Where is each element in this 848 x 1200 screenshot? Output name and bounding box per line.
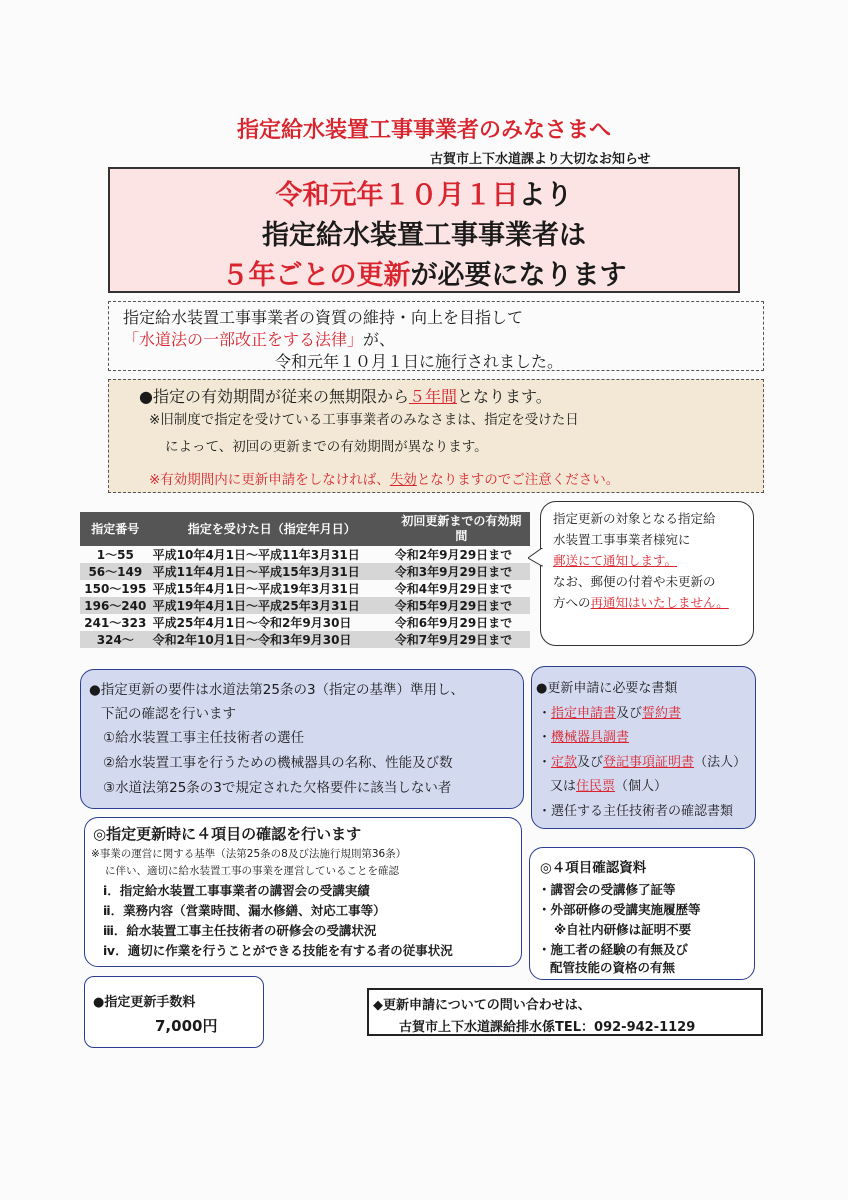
page-title: 指定給水装置工事事業者のみなさまへ (236, 118, 611, 143)
intro-line-2-suffix: が、 (363, 330, 396, 349)
materials-heading: ◎４項目確認資料 (540, 860, 647, 876)
material-item: ・外部研修の受講実施履歴等 (538, 902, 701, 917)
table-row (80, 631, 530, 648)
notice-bubble (540, 501, 754, 646)
cell-valid-until: 令和5年9月29日まで (393, 597, 530, 614)
document-item (538, 800, 733, 819)
cell-date-range: 平成19年4月1日～平成25年3月31日 (151, 597, 393, 614)
cell-valid-until: 令和4年9月29日まで (394, 582, 513, 596)
bullet: ・ (538, 730, 552, 745)
table-row (80, 614, 530, 631)
doc-registry: 登記事項証明書 (603, 755, 695, 770)
doc-and: 及び (577, 755, 604, 770)
documents-box (531, 666, 756, 829)
validity-line-1 (139, 384, 552, 407)
document-item (538, 702, 681, 721)
contact-line-2: 古賀市上下水道課給排水係TEL：092-942-1129 (399, 1020, 696, 1035)
check-heading: ◎指定更新時に４項目の確認を行います (93, 825, 362, 843)
requirements-box (80, 669, 524, 809)
doc-corp: （法人） (694, 755, 747, 770)
header-valid-period: 初回更新までの有効期間 (393, 512, 530, 546)
check-item: ⅲ．給水装置工事主任技術者の研修会の受講状況 (103, 923, 377, 938)
fee-label: ●指定更新手数料 (93, 995, 196, 1010)
doc-pledge: 誓約書 (642, 706, 682, 721)
notice-line-3: 郵送にて通知します。 (553, 553, 678, 568)
doc-and: 及び (616, 706, 643, 721)
cell-number: 241～323 (84, 616, 147, 630)
notice-line-1: 指定更新の対象となる指定給 (553, 511, 716, 526)
headline-renewal: ５年ごとの更新 (221, 260, 411, 291)
table-row (80, 563, 530, 580)
validity-line-4-b: となりますのでご注意ください。 (416, 472, 620, 488)
schedule-table (80, 512, 530, 648)
headline-date-suffix: より (518, 180, 573, 211)
materials-box (529, 847, 755, 980)
cell-number: 1～55 (96, 548, 134, 562)
table-row (80, 580, 530, 597)
fee-amount: 7,000円 (155, 1017, 218, 1035)
check-note-1: ※事業の運営に関する基準（法第25条の8及び法施行規則第36条） (91, 848, 407, 860)
intro-box (108, 301, 764, 371)
requirement-item: ①給水装置工事主任技術者の選任 (103, 730, 305, 746)
notice-line-5-a: 方への (553, 595, 591, 610)
cell-valid-until: 令和6年9月29日まで (394, 616, 513, 630)
validity-box (108, 379, 764, 493)
check-item: ⅳ．適切に作業を行うことができる技能を有する者の従事状況 (103, 943, 453, 958)
headline-renewal-suffix: が必要になります (410, 260, 627, 291)
intro-line-3: 令和元年１０月１日に施行されました。 (275, 352, 564, 371)
table-row (80, 546, 530, 563)
requirements-line-1: ●指定更新の要件は水道法第25条の3（指定の基準）準用し、 (89, 682, 465, 698)
cell-valid-until: 令和3年9月29日まで (393, 563, 530, 580)
doc-equipment: 機械器具調書 (551, 730, 630, 745)
doc-or: 又は (550, 779, 577, 794)
check-item: ⅰ．指定給水装置工事事業者の講習会の受講実績 (103, 883, 370, 898)
fee-box (84, 976, 264, 1048)
bullet: ・ (538, 804, 552, 819)
cell-number: 196～240 (80, 597, 151, 614)
validity-line-2: ※旧制度で指定を受けている工事事業者のみなさまは、指定を受けた日 (149, 412, 579, 428)
material-note: ※自社内研修は証明不要 (554, 922, 692, 937)
contact-box (367, 988, 763, 1036)
check-item: ⅱ．業務内容（営業時間、漏水修繕、対応工事等） (103, 903, 386, 918)
bubble-pointer (528, 548, 544, 568)
cell-number: 56～149 (80, 563, 151, 580)
material-item: ・講習会の受講修了証等 (538, 882, 676, 897)
cell-date-range: 平成11年4月1日～平成15年3月31日 (151, 563, 393, 580)
cell-valid-until: 令和2年9月29日まで (394, 548, 513, 562)
contact-line-1: ◆更新申請についての問い合わせは、 (373, 998, 591, 1013)
cell-number: 150～195 (84, 582, 147, 596)
bullet: ・ (538, 706, 552, 721)
documents-heading: ●更新申請に必要な書類 (536, 681, 678, 696)
table-row (80, 597, 530, 614)
requirement-item: ②給水装置工事を行うための機械器具の名称、性能及び数 (103, 755, 453, 771)
doc-engineer: 選任する主任技術者の確認書類 (551, 804, 734, 819)
check-note-2: に伴い、適切に給水装置工事の事業を運営していることを確認 (105, 865, 399, 877)
header-designation-date: 指定を受けた日（指定年月日） (151, 512, 393, 546)
requirement-item: ③水道法第25条の3で規定された欠格要件に該当しない者 (103, 780, 452, 796)
doc-application: 指定申請書 (551, 706, 617, 721)
document-item (538, 726, 629, 745)
headline-line-3 (110, 253, 738, 292)
headline-box (108, 167, 740, 293)
header-designation-number: 指定番号 (80, 512, 151, 546)
notice-line-2: 水装置工事事業者様宛に (553, 532, 691, 547)
headline-line-1 (110, 173, 738, 212)
schedule-header-row (80, 512, 530, 546)
validity-period: ５年間 (408, 387, 457, 406)
page-subtitle: 古賀市上下水道課より大切なお知らせ (430, 152, 651, 167)
validity-line-3: によって、初回の更新までの有効期間が異なります。 (165, 439, 488, 455)
intro-line-1: 指定給水装置工事事業者の資質の維持・向上を目指して (123, 308, 524, 327)
cell-date-range: 令和2年10月1日～令和3年9月30日 (151, 631, 393, 648)
law-name: 「水道法の一部改正をする法律」 (123, 330, 364, 349)
headline-line-2: 指定給水装置工事事業者は (262, 220, 586, 251)
requirements-line-2: 下記の確認を行います (101, 706, 236, 722)
cell-number: 324～ (80, 631, 151, 648)
validity-line-1-a: ●指定の有効期間が従来の無期限から (139, 387, 409, 406)
validity-line-1-b: となります。 (456, 387, 552, 406)
material-item: 配管技能の資格の有無 (550, 960, 676, 975)
cell-valid-until: 令和7年9月29日まで (393, 631, 530, 648)
document-item (550, 775, 667, 794)
doc-individual: （個人） (615, 779, 668, 794)
cell-date-range: 平成10年4月1日～平成11年3月31日 (152, 548, 360, 562)
cell-date-range: 平成15年4月1日～平成19年3月31日 (152, 582, 360, 596)
notice-no-renotice: 再通知はいたしません。 (590, 595, 729, 610)
doc-articles: 定款 (551, 755, 578, 770)
notice-line-4: なお、郵便の付着や未更新の (553, 574, 716, 589)
document-item (538, 751, 746, 770)
validity-line-4 (149, 468, 619, 488)
notice-line-5 (553, 592, 745, 613)
validity-line-4-a: ※有効期間内に更新申請をしなければ、 (149, 472, 390, 488)
headline-date: 令和元年１０月１日 (275, 180, 519, 211)
intro-line-2 (123, 327, 395, 350)
doc-residence: 住民票 (576, 779, 616, 794)
validity-expire: 失効 (389, 472, 417, 488)
material-item: ・施工者の経験の有無及び (538, 942, 689, 957)
bullet: ・ (538, 755, 552, 770)
check-items-box (84, 817, 522, 967)
cell-date-range: 平成25年4月1日～令和2年9月30日 (152, 616, 352, 630)
